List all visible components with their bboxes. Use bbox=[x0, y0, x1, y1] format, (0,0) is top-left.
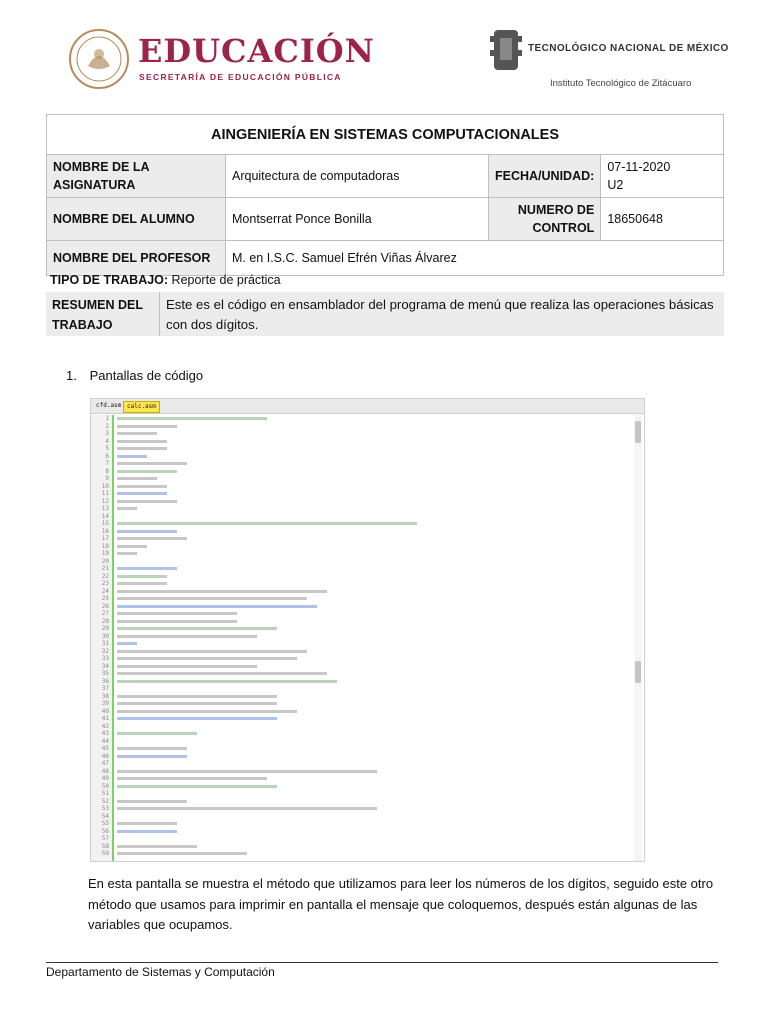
line-number: 34 bbox=[101, 662, 109, 670]
code-line bbox=[91, 438, 631, 446]
institute-name: Instituto Tecnológico de Zitácuaro bbox=[550, 78, 692, 89]
code-line bbox=[91, 730, 631, 738]
code-text-placeholder bbox=[117, 605, 317, 608]
code-line bbox=[91, 805, 631, 813]
line-number: 5 bbox=[105, 445, 109, 452]
footer-text: Departamento de Sistemas y Computación bbox=[46, 965, 275, 979]
code-line bbox=[91, 745, 631, 753]
line-number: 28 bbox=[101, 617, 109, 625]
code-line bbox=[91, 625, 631, 633]
line-number: 38 bbox=[101, 692, 109, 700]
line-number: 53 bbox=[101, 805, 109, 812]
line-number: 30 bbox=[101, 632, 109, 640]
line-number: 14 bbox=[101, 512, 109, 520]
code-line bbox=[91, 603, 631, 611]
line-number: 8 bbox=[105, 467, 109, 475]
code-text-placeholder bbox=[117, 770, 377, 773]
code-text-placeholder bbox=[117, 537, 187, 540]
code-text-placeholder bbox=[117, 575, 167, 578]
line-number: 24 bbox=[101, 587, 109, 595]
line-number: 1 bbox=[105, 415, 109, 422]
work-type-line bbox=[50, 273, 281, 287]
code-line bbox=[91, 843, 631, 851]
code-line bbox=[91, 618, 631, 626]
summary-label: RESUMEN DEL TRABAJO bbox=[52, 298, 143, 332]
code-text-placeholder bbox=[117, 777, 267, 780]
code-line bbox=[91, 558, 631, 566]
code-text-placeholder bbox=[117, 462, 187, 465]
code-text-placeholder bbox=[117, 522, 417, 525]
line-number: 33 bbox=[101, 655, 109, 662]
code-text-placeholder bbox=[117, 582, 167, 585]
work-type-value: Reporte de práctica bbox=[171, 273, 281, 287]
line-number: 54 bbox=[101, 812, 109, 820]
table-title-row bbox=[47, 115, 724, 155]
line-number: 18 bbox=[101, 542, 109, 550]
line-number: 48 bbox=[101, 767, 109, 775]
sep-title: EDUCACIÓN bbox=[138, 32, 375, 70]
career-title: AINGENIERÍA EN SISTEMAS COMPUTACIONALES bbox=[47, 115, 724, 155]
line-number: 26 bbox=[101, 602, 109, 610]
code-text-placeholder bbox=[117, 620, 237, 623]
line-number: 31 bbox=[101, 640, 109, 647]
line-number: 52 bbox=[101, 797, 109, 805]
info-table bbox=[46, 114, 724, 276]
sep-subtitle: SECRETARÍA DE EDUCACIÓN PÚBLICA bbox=[139, 72, 342, 82]
line-number: 59 bbox=[101, 850, 109, 857]
code-lines bbox=[91, 415, 631, 858]
code-line bbox=[91, 423, 631, 431]
work-type-label: TIPO DE TRABAJO: bbox=[50, 273, 169, 287]
section-number: 1. bbox=[66, 368, 77, 383]
code-line bbox=[91, 693, 631, 701]
code-text-placeholder bbox=[117, 440, 167, 443]
date-label: FECHA/UNIDAD: bbox=[489, 155, 601, 198]
line-number: 46 bbox=[101, 752, 109, 760]
code-text-placeholder bbox=[117, 755, 187, 758]
code-line bbox=[91, 835, 631, 843]
code-line bbox=[91, 528, 631, 536]
code-line bbox=[91, 430, 631, 438]
code-line bbox=[91, 850, 631, 858]
code-line bbox=[91, 783, 631, 791]
unit-value: U2 bbox=[607, 178, 624, 192]
code-line bbox=[91, 490, 631, 498]
line-number: 4 bbox=[105, 437, 109, 445]
line-number: 57 bbox=[101, 835, 109, 842]
line-number: 11 bbox=[101, 490, 109, 497]
code-line bbox=[91, 753, 631, 761]
line-number: 22 bbox=[101, 572, 109, 580]
code-line bbox=[91, 670, 631, 678]
code-line bbox=[91, 498, 631, 506]
code-text-placeholder bbox=[117, 852, 247, 855]
code-text-placeholder bbox=[117, 500, 177, 503]
code-text-placeholder bbox=[117, 695, 277, 698]
line-number: 35 bbox=[101, 670, 109, 677]
code-text-placeholder bbox=[117, 807, 377, 810]
code-text-placeholder bbox=[117, 627, 277, 630]
section-title: Pantallas de código bbox=[89, 368, 204, 383]
line-number: 12 bbox=[101, 497, 109, 505]
code-line bbox=[91, 640, 631, 648]
subject-value: Arquitectura de computadoras bbox=[226, 155, 489, 198]
code-text-placeholder bbox=[117, 447, 167, 450]
code-text-placeholder bbox=[117, 507, 137, 510]
explanation-paragraph: En esta pantalla se muestra el método que utilizamos para leer los números de los dígitos, seguido este otro método que usamos para imprimir en pantalla el mensaje que coloquemos, después están algunas de las variables que ocupamos. bbox=[88, 876, 714, 932]
editor-tab-active[interactable]: calc.asm bbox=[123, 401, 160, 413]
control-value: 18650648 bbox=[601, 198, 724, 241]
code-text-placeholder bbox=[117, 530, 177, 533]
code-line bbox=[91, 505, 631, 513]
code-line bbox=[91, 468, 631, 476]
code-line bbox=[91, 648, 631, 656]
code-line bbox=[91, 708, 631, 716]
line-number: 7 bbox=[105, 460, 109, 467]
gear-icon bbox=[488, 26, 524, 74]
code-text-placeholder bbox=[117, 455, 147, 458]
code-line bbox=[91, 790, 631, 798]
code-text-placeholder bbox=[117, 710, 297, 713]
code-text-placeholder bbox=[117, 417, 267, 420]
code-text-placeholder bbox=[117, 747, 187, 750]
code-text-placeholder bbox=[117, 612, 237, 615]
code-line bbox=[91, 685, 631, 693]
subject-label: NOMBRE DE LA ASIGNATURA bbox=[47, 155, 226, 198]
line-number: 55 bbox=[101, 820, 109, 827]
code-text-placeholder bbox=[117, 552, 137, 555]
table-row bbox=[47, 155, 724, 198]
line-number: 36 bbox=[101, 677, 109, 685]
code-text-placeholder bbox=[117, 680, 337, 683]
date-unit-cell bbox=[601, 155, 724, 198]
code-text-placeholder bbox=[117, 732, 197, 735]
line-number: 27 bbox=[101, 610, 109, 617]
code-line bbox=[91, 678, 631, 686]
code-line bbox=[91, 663, 631, 671]
code-line bbox=[91, 445, 631, 453]
code-line bbox=[91, 813, 631, 821]
code-line bbox=[91, 550, 631, 558]
code-text-placeholder bbox=[117, 665, 257, 668]
line-number: 6 bbox=[105, 452, 109, 460]
line-number: 51 bbox=[101, 790, 109, 797]
code-text-placeholder bbox=[117, 545, 147, 548]
code-line bbox=[91, 453, 631, 461]
tecnm-logo bbox=[488, 26, 728, 96]
code-text-placeholder bbox=[117, 567, 177, 570]
code-line bbox=[91, 535, 631, 543]
mexico-seal-icon bbox=[68, 28, 130, 90]
code-text-placeholder bbox=[117, 485, 167, 488]
code-line bbox=[91, 738, 631, 746]
code-line bbox=[91, 723, 631, 731]
editor-tab[interactable]: cfd.asm bbox=[96, 402, 122, 409]
code-line bbox=[91, 520, 631, 528]
line-number: 45 bbox=[101, 745, 109, 752]
code-line bbox=[91, 775, 631, 783]
code-line bbox=[91, 700, 631, 708]
code-text-placeholder bbox=[117, 845, 197, 848]
line-number: 20 bbox=[101, 557, 109, 565]
code-text-placeholder bbox=[117, 800, 187, 803]
code-line bbox=[91, 475, 631, 483]
line-number: 13 bbox=[101, 505, 109, 512]
code-line bbox=[91, 655, 631, 663]
code-text-placeholder bbox=[117, 477, 157, 480]
code-text-placeholder bbox=[117, 597, 307, 600]
line-number: 42 bbox=[101, 722, 109, 730]
line-number: 41 bbox=[101, 715, 109, 722]
code-text-placeholder bbox=[117, 642, 137, 645]
line-number: 43 bbox=[101, 730, 109, 737]
code-text-placeholder bbox=[117, 830, 177, 833]
code-line bbox=[91, 595, 631, 603]
line-number: 37 bbox=[101, 685, 109, 692]
line-number: 19 bbox=[101, 550, 109, 557]
code-text-placeholder bbox=[117, 425, 177, 428]
editor-tab-bar bbox=[91, 399, 644, 414]
table-row bbox=[47, 198, 724, 241]
code-line bbox=[91, 483, 631, 491]
line-number: 32 bbox=[101, 647, 109, 655]
line-number: 58 bbox=[101, 842, 109, 850]
teacher-label: NOMBRE DEL PROFESOR bbox=[47, 241, 226, 276]
line-number: 9 bbox=[105, 475, 109, 482]
line-number: 25 bbox=[101, 595, 109, 602]
code-line bbox=[91, 565, 631, 573]
code-text-placeholder bbox=[117, 650, 307, 653]
code-line bbox=[91, 573, 631, 581]
code-text-placeholder bbox=[117, 635, 257, 638]
code-text-placeholder bbox=[117, 672, 327, 675]
footer-divider bbox=[46, 962, 718, 963]
scrollbar-thumb[interactable] bbox=[635, 661, 641, 683]
line-number: 2 bbox=[105, 422, 109, 430]
line-number: 44 bbox=[101, 737, 109, 745]
student-label: NOMBRE DEL ALUMNO bbox=[47, 198, 226, 241]
code-text-placeholder bbox=[117, 492, 167, 495]
code-area bbox=[91, 415, 644, 861]
code-line bbox=[91, 798, 631, 806]
code-line bbox=[91, 610, 631, 618]
code-line bbox=[91, 715, 631, 723]
student-value: Montserrat Ponce Bonilla bbox=[226, 198, 489, 241]
line-number: 10 bbox=[101, 482, 109, 490]
code-screenshot bbox=[90, 398, 645, 862]
code-line bbox=[91, 543, 631, 551]
line-number: 39 bbox=[101, 700, 109, 707]
code-text-placeholder bbox=[117, 822, 177, 825]
date-value: 07-11-2020 bbox=[607, 160, 671, 174]
line-number: 56 bbox=[101, 827, 109, 835]
line-number: 23 bbox=[101, 580, 109, 587]
code-text-placeholder bbox=[117, 785, 277, 788]
scrollbar[interactable] bbox=[634, 415, 642, 861]
code-line bbox=[91, 820, 631, 828]
line-number: 49 bbox=[101, 775, 109, 782]
summary-box bbox=[46, 292, 724, 336]
scrollbar-thumb[interactable] bbox=[635, 421, 641, 443]
code-line bbox=[91, 460, 631, 468]
code-text-placeholder bbox=[117, 590, 327, 593]
code-line bbox=[91, 828, 631, 836]
code-text-placeholder bbox=[117, 717, 277, 720]
code-line bbox=[91, 768, 631, 776]
line-number: 29 bbox=[101, 625, 109, 632]
line-number: 21 bbox=[101, 565, 109, 572]
line-number: 40 bbox=[101, 707, 109, 715]
section-heading bbox=[66, 368, 203, 383]
line-number: 3 bbox=[105, 430, 109, 437]
code-line bbox=[91, 580, 631, 588]
tecnm-name: TECNOLÓGICO NACIONAL DE MÉXICO bbox=[528, 43, 729, 54]
code-line bbox=[91, 760, 631, 768]
summary-text: Este es el código en ensamblador del programa de menú que realiza las operaciones básicas con dos dígitos. bbox=[166, 297, 714, 332]
code-text-placeholder bbox=[117, 657, 297, 660]
summary-divider bbox=[159, 292, 160, 336]
line-number: 16 bbox=[101, 527, 109, 535]
control-label: NUMERO DE CONTROL bbox=[489, 198, 601, 241]
sep-logo bbox=[68, 28, 375, 88]
code-text-placeholder bbox=[117, 702, 277, 705]
code-line bbox=[91, 633, 631, 641]
line-number: 47 bbox=[101, 760, 109, 767]
line-number: 15 bbox=[101, 520, 109, 527]
code-line bbox=[91, 415, 631, 423]
table-row bbox=[47, 241, 724, 276]
code-text-placeholder bbox=[117, 432, 157, 435]
line-number: 17 bbox=[101, 535, 109, 542]
code-text-placeholder bbox=[117, 470, 177, 473]
code-line bbox=[91, 588, 631, 596]
teacher-value: M. en I.S.C. Samuel Efrén Viñas Álvarez bbox=[226, 241, 724, 276]
code-line bbox=[91, 513, 631, 521]
line-number: 50 bbox=[101, 782, 109, 790]
